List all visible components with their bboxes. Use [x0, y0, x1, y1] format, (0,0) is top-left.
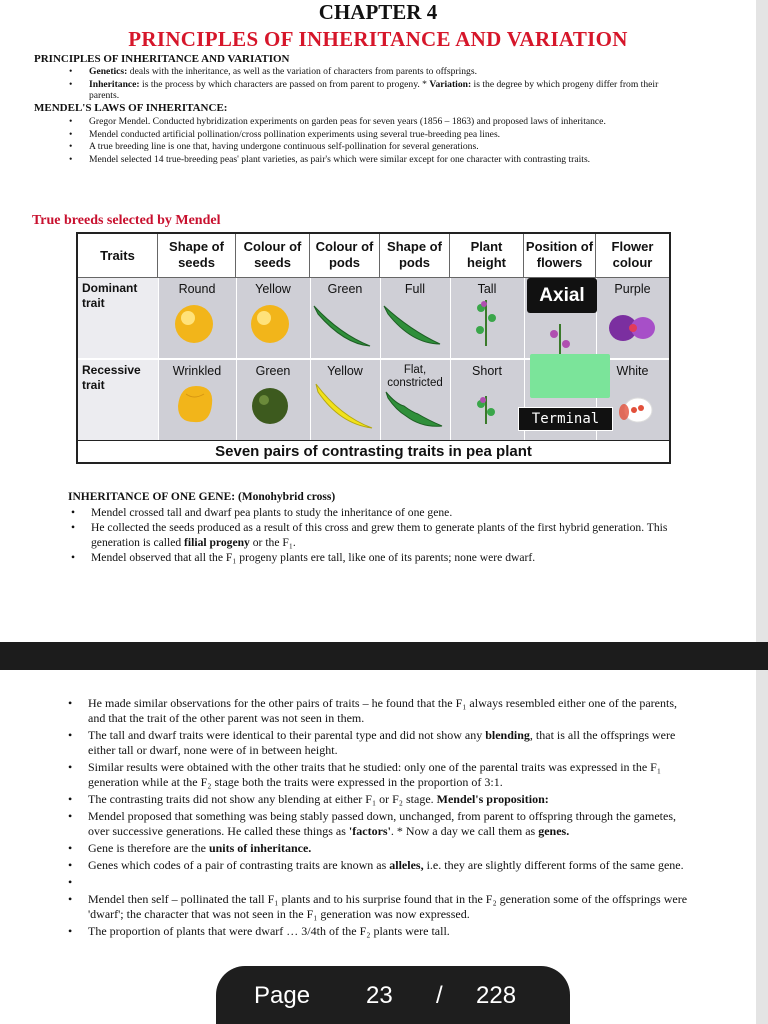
- list-item: • Gregor Mendel. Conducted hybridization experiments on garden peas for seven years (1856 – 1863) and proposed laws of inheritance.: [69, 116, 606, 127]
- list-item: • Genetics: deals with the inheritance, as well as the variation of characters from parents to offsprings.: [69, 66, 477, 77]
- traits-figure: [76, 232, 671, 464]
- header-colour-of-seeds: Colour of seeds: [236, 234, 310, 278]
- total-page-count: 228: [476, 982, 517, 1009]
- recessive-shape-of-pods: Flat, constricted: [387, 364, 443, 389]
- table-heading: True breeds selected by Mendel: [32, 213, 221, 228]
- page-label: Page: [254, 982, 311, 1009]
- header-position-of-flowers: Position of flowers: [524, 234, 596, 278]
- list-item: • Gene is therefore are the units of inheritance.: [68, 841, 312, 855]
- wrinkled-seed-icon: [178, 386, 212, 422]
- header-flower-colour: Flower colour: [596, 234, 669, 278]
- scroll-edge: [756, 0, 768, 1024]
- current-page-number: 23: [366, 982, 393, 1009]
- list-item: • Mendel selected 14 true-breeding peas' plant varieties, as pair's which were similar except for one character with contrasting traits.: [69, 153, 591, 165]
- section-heading-principles: PRINCIPLES OF INHERITANCE AND VARIATION: [34, 53, 290, 65]
- list-item: •: [68, 875, 73, 889]
- dominant-flower-colour: Purple: [614, 282, 651, 296]
- list-item: • Similar results were obtained with the other traits that he studied: only one of the parental traits was expressed in the F₁ generation while at the F₂ stage both the traits were expressed in the proportion of 3:1.: [68, 760, 662, 789]
- recessive-plant-height: Short: [472, 364, 502, 378]
- chapter-number: CHAPTER 4: [318, 0, 438, 24]
- list-item: • Inheritance: is the process by which characters are passed on from parent to progeny. * Variation: is the degree by which progeny differ from their parents.: [69, 78, 659, 102]
- page-separator: [0, 642, 768, 670]
- list-item: • He collected the seeds produced as a result of this cross and grew them to generate plants of the first hybrid generation. This generation is called filial progeny or the F₁.: [71, 521, 668, 549]
- recessive-colour-of-seeds: Green: [255, 364, 291, 378]
- table-caption: Seven pairs of contrasting traits in pea plant: [78, 440, 669, 463]
- constricted-pod-icon: [386, 392, 442, 426]
- list-item: • Mendel then self – pollinated the tall F₁ plants and to his surprise found that in the F₂ generation some of the offsprings were 'dwarf'; the character that was not seen in the F₁ generation was now expressed.: [68, 892, 688, 921]
- short-plant-icon: [477, 396, 495, 424]
- mendel-laws-list: [69, 116, 661, 166]
- list-item: • Genes which codes of a pair of contrasting traits are known as alleles, i.e. they are slightly different forms of the same gene.: [68, 858, 684, 872]
- white-flower-icon: [619, 398, 652, 422]
- recessive-position-of-flowers: Terminal: [518, 407, 613, 431]
- axial-flower-icon: [550, 324, 570, 356]
- list-item: • Mendel observed that all the F₁ progeny plants ere tall, like one of its parents; none were dwarf.: [71, 551, 536, 564]
- purple-flower-icon: [609, 315, 655, 341]
- dominant-position-of-flowers: Axial: [527, 278, 597, 313]
- header-shape-of-seeds: Shape of seeds: [158, 234, 236, 278]
- highlight-overlay: [530, 354, 610, 398]
- green-seed-icon: [252, 388, 288, 424]
- recessive-colour-of-pods: Yellow: [327, 364, 363, 378]
- list-item: • The contrasting traits did not show any blending at either F₁ or F₂ stage. Mendel's proposition:: [68, 792, 549, 806]
- header-shape-of-pods: Shape of pods: [380, 234, 450, 278]
- dominant-shape-of-pods: Full: [404, 282, 426, 296]
- yellow-pod-icon: [316, 384, 372, 428]
- header-plant-height: Plant height: [450, 234, 524, 278]
- dominant-colour-of-pods: Green: [327, 282, 363, 296]
- list-item: • Mendel proposed that something was being stably passed down, unchanged, from parent to offspring through the gametes, over successive generations. He called these things as 'factors'. * Now a day we call them as genes.: [68, 809, 676, 838]
- dominant-shape-of-seeds: Round: [178, 282, 216, 296]
- list-item: • The proportion of plants that were dwarf … 3/4th of the F₂ plants were tall.: [68, 924, 450, 938]
- tall-plant-icon: [476, 300, 496, 346]
- traits-grid: [78, 234, 669, 440]
- page2-list: [68, 696, 692, 939]
- chapter-title: PRINCIPLES OF INHERITANCE AND VARIATION: [128, 27, 628, 51]
- section-heading-mendel-laws: MENDEL'S LAWS OF INHERITANCE:: [34, 102, 228, 114]
- list-item: • A true breeding line is one that, having undergone continuous self-pollination for several generations.: [69, 141, 479, 153]
- page-divider: /: [436, 982, 443, 1009]
- page-indicator[interactable]: [216, 966, 570, 1024]
- recessive-flower-colour: White: [616, 364, 649, 378]
- row-label-recessive: Recessive trait: [78, 360, 158, 440]
- list-item: • Mendel conducted artificial pollination/cross pollination experiments using several true-breeding pea lines.: [69, 128, 501, 140]
- section-heading-monohybrid: INHERITANCE OF ONE GENE: (Monohybrid cross): [68, 491, 336, 503]
- principles-list: [69, 66, 681, 103]
- full-pod-icon: [384, 306, 440, 344]
- list-item: • The tall and dwarf traits were identical to their parental type and did not show any blending, that is all the offsprings were either tall or dwarf, none were of in between height.: [68, 728, 676, 757]
- yellow-seed-icon: [251, 305, 289, 343]
- row-label-dominant: Dominant trait: [78, 278, 158, 358]
- round-yellow-seed-icon: [175, 305, 213, 343]
- header-colour-of-pods: Colour of pods: [310, 234, 380, 278]
- dominant-plant-height: Tall: [477, 282, 497, 296]
- monohybrid-list: [71, 505, 691, 565]
- recessive-shape-of-seeds: Wrinkled: [172, 364, 222, 378]
- list-item: • Mendel crossed tall and dwarf pea plants to study the inheritance of one gene.: [71, 506, 453, 519]
- green-pod-icon: [314, 306, 370, 346]
- list-item: • He made similar observations for the other pairs of traits – he found that the F₁ always resembled either one of the parents, and that the trait of the other parent was not seen in them.: [68, 696, 678, 725]
- dominant-colour-of-seeds: Yellow: [255, 282, 291, 296]
- header-traits: Traits: [78, 234, 158, 278]
